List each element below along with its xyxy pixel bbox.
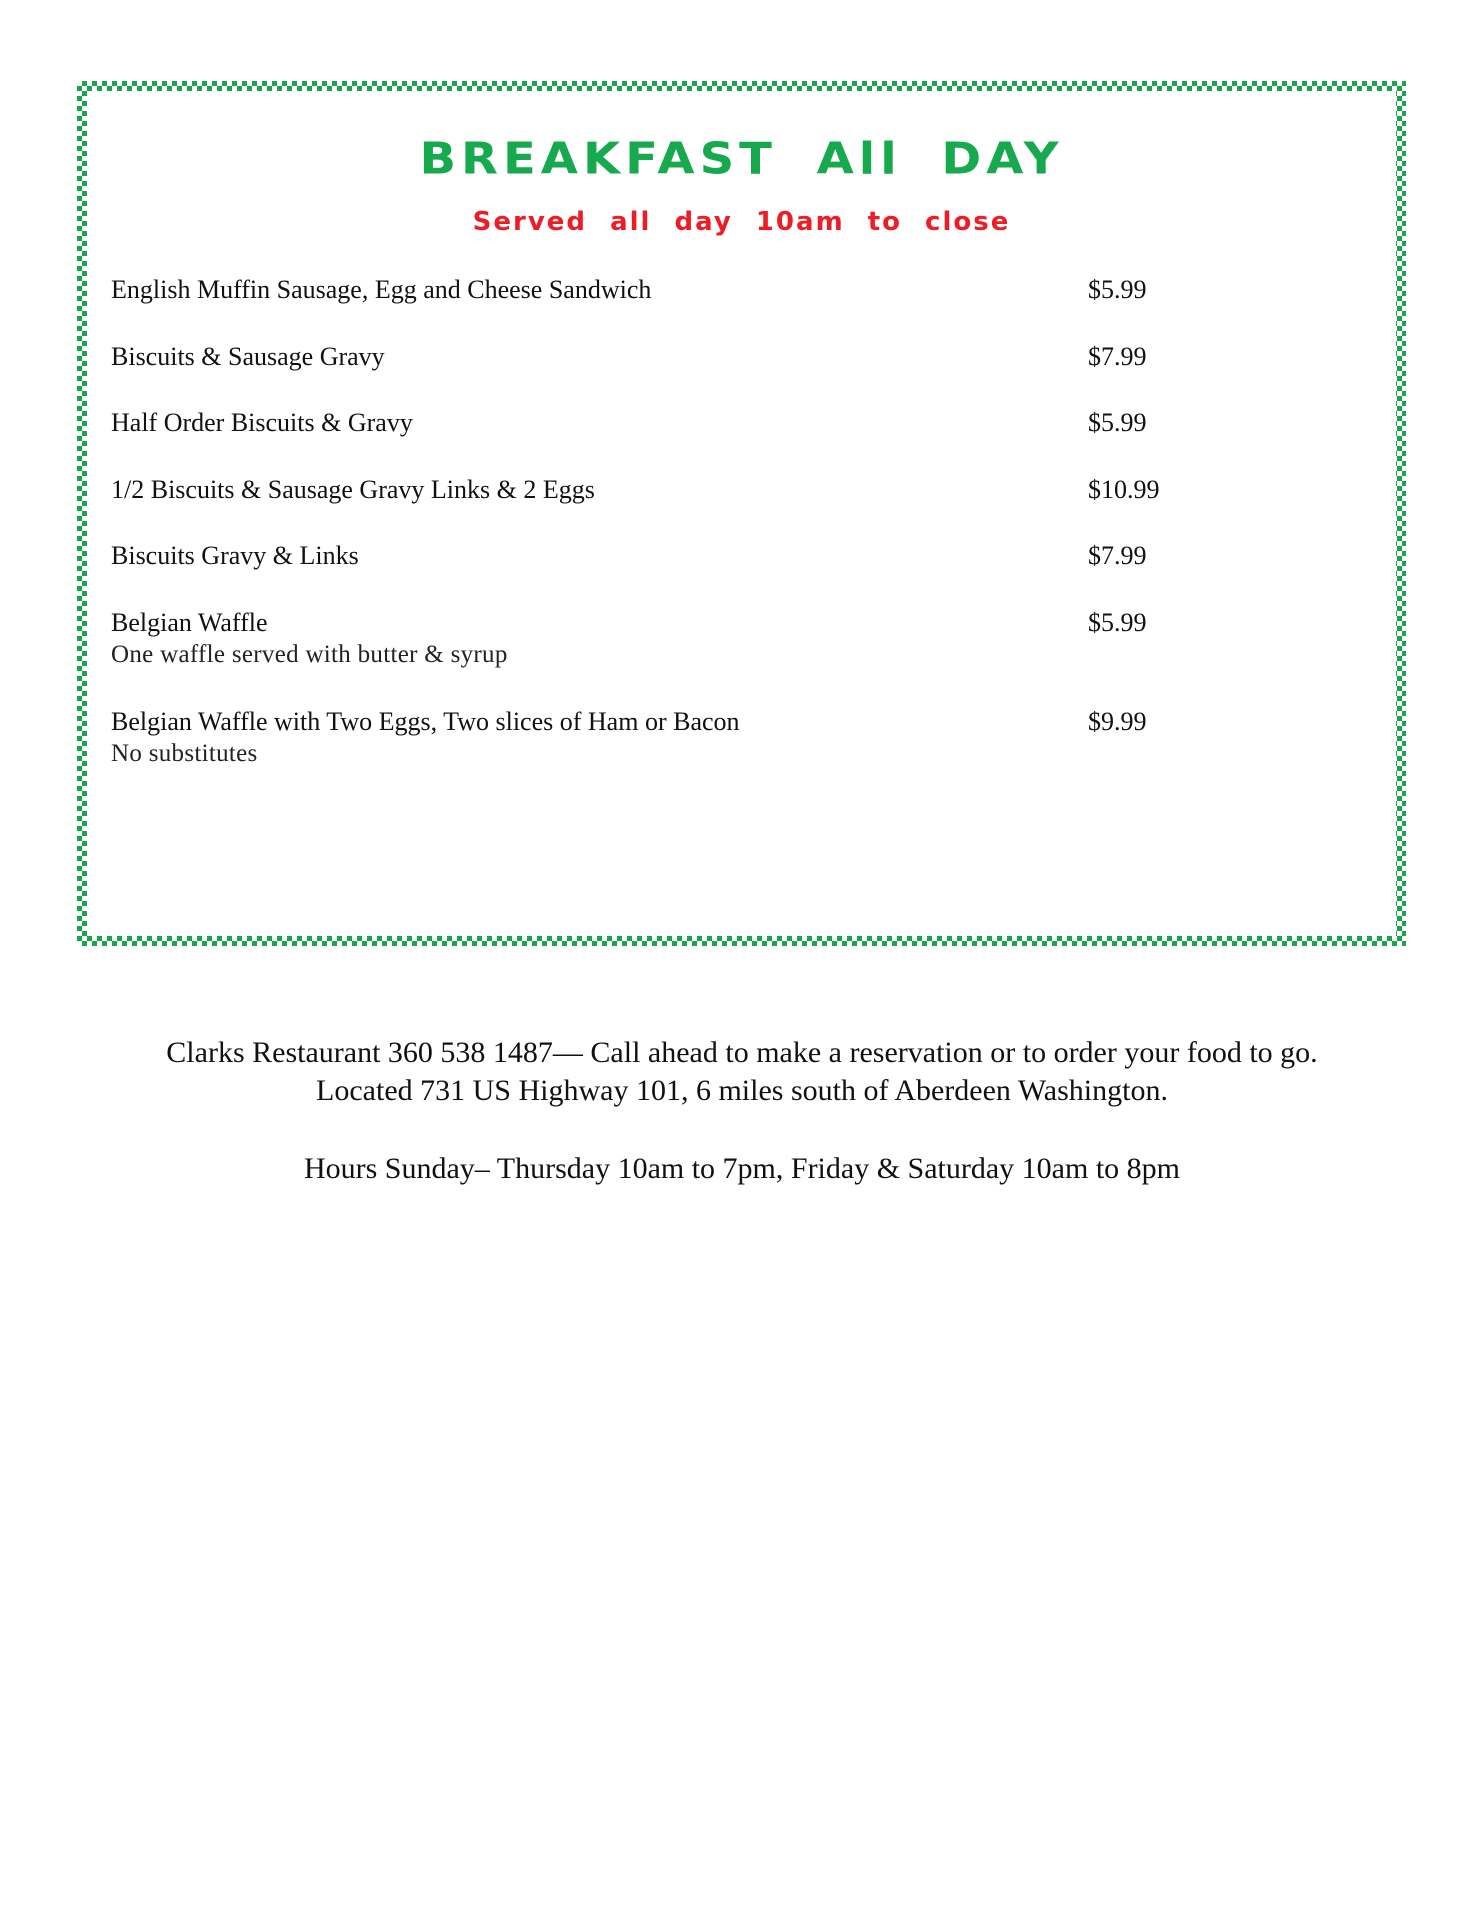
menu-title: BREAKFAST All DAY <box>419 133 1064 185</box>
item-price: $7.99 <box>1088 541 1147 570</box>
footer-contact: Clarks Restaurant 360 538 1487— Call ahead to make a reservation or to order your food to go. <box>166 1036 1318 1069</box>
footer-hours: Hours Sunday– Thursday 10am to 7pm, Friday & Saturday 10am to 8pm <box>303 1152 1181 1185</box>
item-price: $7.99 <box>1088 342 1147 371</box>
item-price: $5.99 <box>1088 608 1147 637</box>
item-name: Biscuits Gravy & Links <box>111 541 359 570</box>
item-name: Belgian Waffle with Two Eggs, Two slices of Ham or Bacon <box>111 707 740 736</box>
item-name: English Muffin Sausage, Egg and Cheese Sandwich <box>111 275 652 304</box>
item-name: Biscuits & Sausage Gravy <box>111 342 385 371</box>
footer-location: Located 731 US Highway 101, 6 miles south of Aberdeen Washington. <box>316 1074 1168 1107</box>
item-price: $5.99 <box>1088 275 1147 304</box>
checkered-border <box>77 81 1406 946</box>
item-price: $10.99 <box>1088 475 1160 504</box>
item-name: Belgian Waffle <box>111 608 268 637</box>
item-description: No substitutes <box>111 740 258 767</box>
item-price: $9.99 <box>1088 707 1147 736</box>
menu-subtitle: Served all day 10am to close <box>472 207 1011 237</box>
item-price: $5.99 <box>1088 408 1147 437</box>
item-name: Half Order Biscuits & Gravy <box>111 408 413 437</box>
menu-panel <box>87 91 1396 936</box>
item-name: 1/2 Biscuits & Sausage Gravy Links & 2 Eggs <box>111 475 595 504</box>
item-description: One waffle served with butter & syrup <box>111 641 508 668</box>
